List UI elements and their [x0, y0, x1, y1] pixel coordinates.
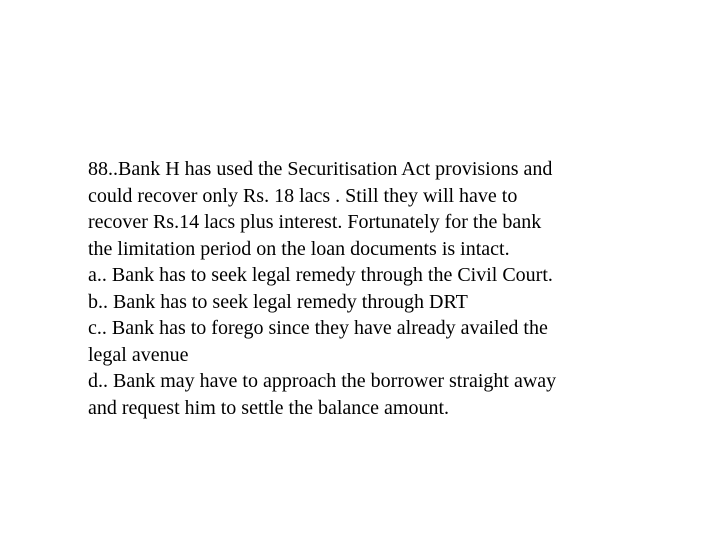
option-b [88, 289, 688, 316]
question-line: could recover only Rs. 18 lacs . Still they will have to [88, 184, 518, 207]
option-b-line: b.. Bank has to seek legal remedy through DRT [88, 290, 468, 313]
question-text [88, 156, 688, 262]
option-a-line: a.. Bank has to seek legal remedy through the Civil Court. [88, 264, 553, 286]
option-d [88, 368, 688, 421]
option-c-line: legal avenue [88, 343, 189, 366]
option-c-line: c.. Bank has to forego since they have already availed the [88, 317, 548, 339]
question-line: the limitation period on the loan documents is intact. [88, 237, 510, 260]
option-a [88, 262, 688, 289]
option-d-line: and request him to settle the balance amount. [88, 396, 449, 419]
question-line: 88..Bank H has used the Securitisation Act provisions and [88, 158, 553, 180]
question-block [88, 156, 688, 421]
option-d-line: d.. Bank may have to approach the borrower straight away [88, 370, 557, 392]
question-line: recover Rs.14 lacs plus interest. Fortunately for the bank [88, 211, 542, 233]
option-c [88, 315, 688, 368]
